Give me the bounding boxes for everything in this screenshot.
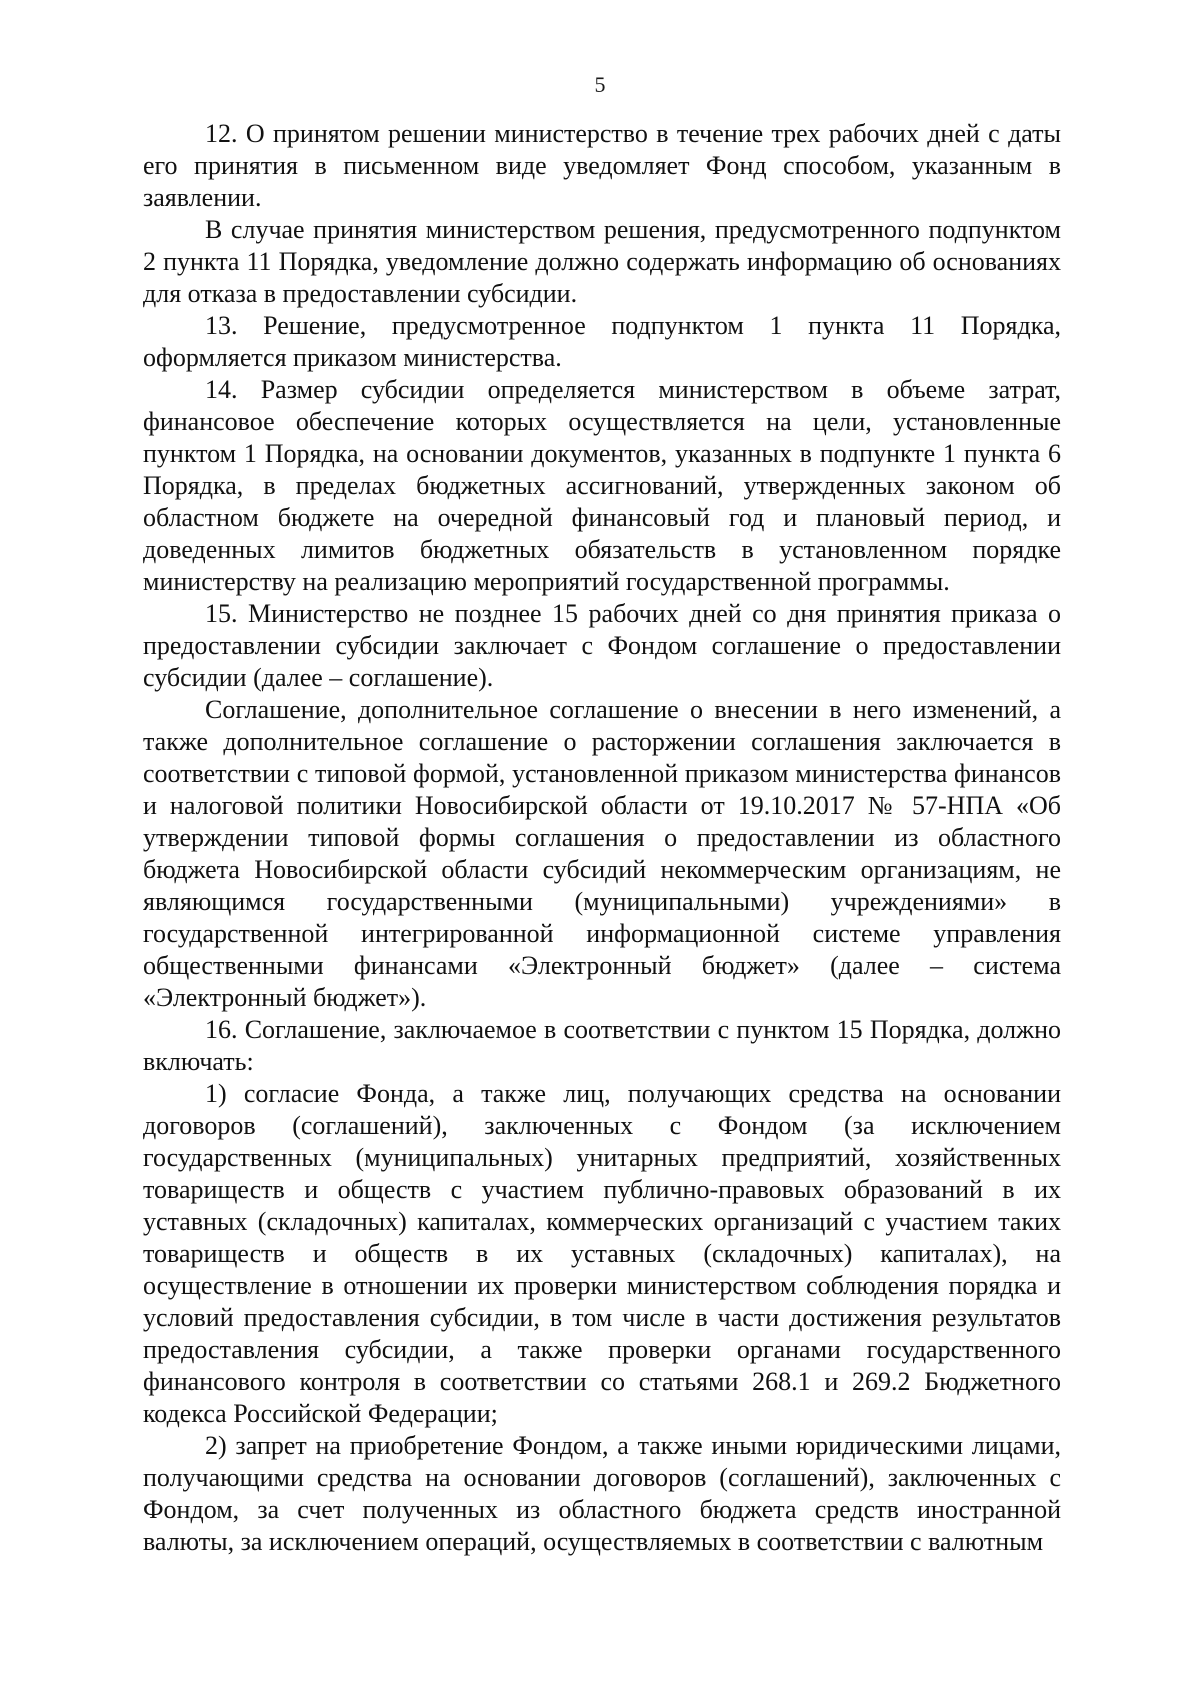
paragraph-13: 13. Решение, предусмотренное подпунктом 1 пункта 11 Порядка, оформляется приказом министерства. [143, 311, 1061, 372]
paragraph-15: 15. Министерство не позднее 15 рабочих дней со дня принятия приказа о предоставлении субсидии заключает с Фондом соглашение о предоставлении субсидии (далее – соглашение). [143, 599, 1061, 692]
paragraph-16-item-2: 2) запрет на приобретение Фондом, а также иными юридическими лицами, получающими средства на основании договоров (соглашений), заключенных с Фондом, за счет полученных из областного бюджета средств иностранной валюты, за исключением операций, осуществляемых в соответствии с валютным [143, 1431, 1061, 1556]
page-number: 5 [594, 72, 606, 97]
paragraph-16-item-1: 1) согласие Фонда, а также лиц, получающих средства на основании договоров (соглашений), заключенных с Фондом (за исключением государственных (муниципальных) унитарных предприятий, хозяйственных товариществ и обществ с участием публично-правовых образований в их уставных (складочных) капиталах, коммерческих организаций с участием таких товариществ и обществ в их уставных (складочных) капиталах), на осуществление в отношении их проверки министерством соблюдения порядка и условий предоставления субсидии, в том числе в части достижения результатов предоставления субсидии, а также проверки органами государственного финансового контроля в соответствии со статьями 268.1 и 269.2 Бюджетного кодекса Российской Федерации; [143, 1079, 1061, 1428]
paragraph-14: 14. Размер субсидии определяется министерством в объеме затрат, финансовое обеспечение которых осуществляется на цели, установленные пунктом 1 Порядка, на основании документов, указанных в подпункте 1 пункта 6 Порядка, в пределах бюджетных ассигнований, утвержденных законом об областном бюджете на очередной финансовый год и плановый период, и доведенных лимитов бюджетных обязательств в установленном порядке министерству на реализацию мероприятий государственной программы. [143, 375, 1061, 596]
document-body [143, 118, 1061, 1558]
paragraph-15-agreement-form: Соглашение, дополнительное соглашение о внесении в него изменений, а также дополнительное соглашение о расторжении соглашения заключается в соответствии с типовой формой, установленной приказом министерства финансов и налоговой политики Новосибирской области от 19.10.2017 № 57-НПА «Об утверждении типовой формы соглашения о предоставлении из областного бюджета Новосибирской области субсидий некоммерческим организациям, не являющимся государственными (муниципальными) учреждениями» в государственной интегрированной информационной системе управления общественными финансами «Электронный бюджет» (далее – система «Электронный бюджет»). [143, 695, 1061, 1012]
paragraph-12-refusal: В случае принятия министерством решения, предусмотренного подпунктом 2 пункта 11 Порядка, уведомление должно содержать информацию об основаниях для отказа в предоставлении субсидии. [143, 215, 1061, 308]
paragraph-16: 16. Соглашение, заключаемое в соответствии с пунктом 15 Порядка, должно включать: [143, 1015, 1061, 1076]
paragraph-12: 12. О принятом решении министерство в течение трех рабочих дней с даты его принятия в письменном виде уведомляет Фонд способом, указанным в заявлении. [143, 119, 1061, 212]
